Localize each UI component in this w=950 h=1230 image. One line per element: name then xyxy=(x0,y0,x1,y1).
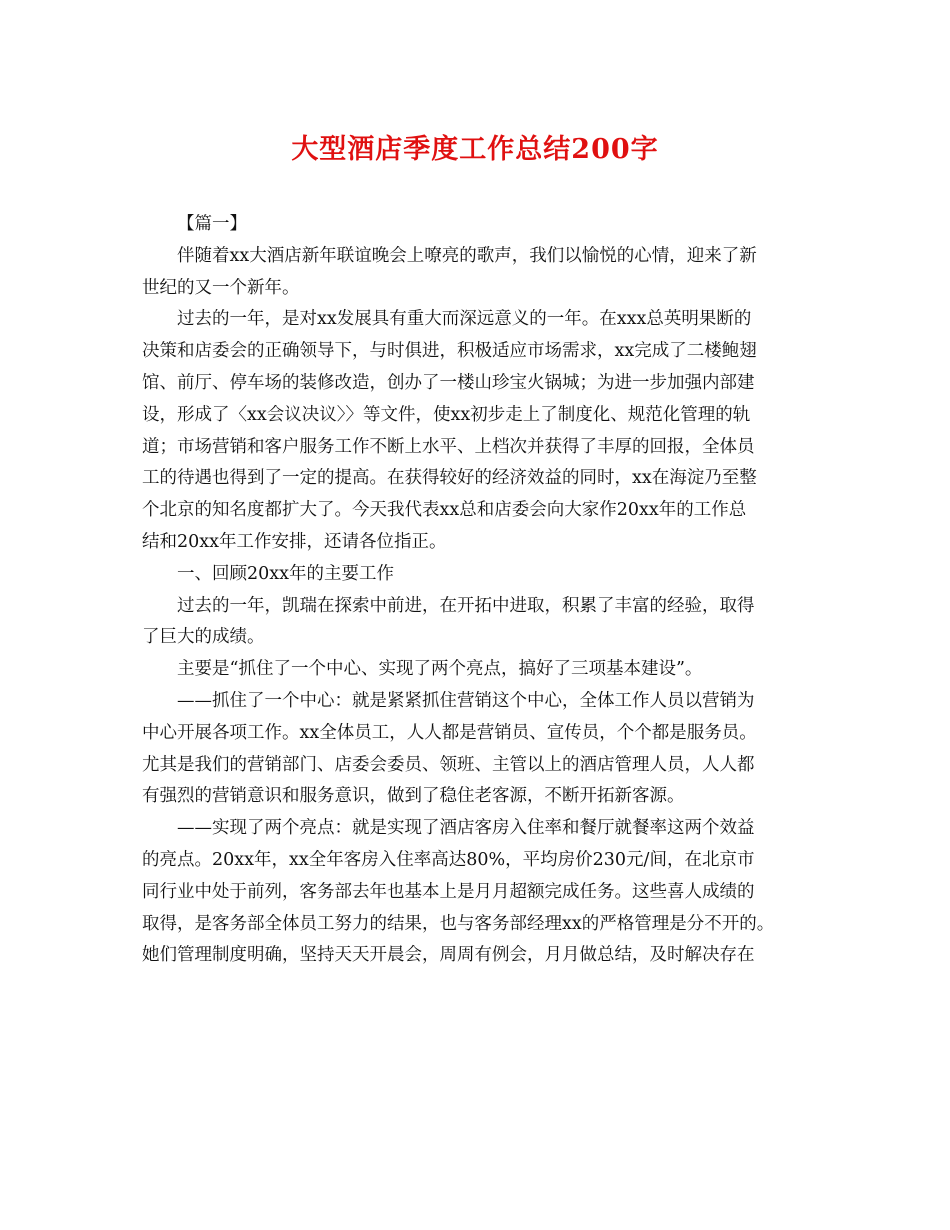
text-line: 设，形成了〈xx会议决议〉〉等文件，使xx初步走上了制度化、规范化管理的轨 xyxy=(142,404,751,425)
text-line: 中心开展各项工作。xx全体员工，人人都是营销员、宣传员，个个都是服务员。 xyxy=(142,722,757,743)
text-line: 尤其是我们的营销部门、店委会委员、领班、主管以上的酒店管理人员，人人都 xyxy=(142,754,755,775)
text-line: 伴随着xx大酒店新年联谊晚会上嘹亮的歌声，我们以愉悦的心情，迎来了新 xyxy=(177,245,757,266)
text-line: 过去的一年，是对xx发展具有重大而深远意义的一年。在xxx总英明果断的 xyxy=(177,309,752,330)
text-line: 个北京的知名度都扩大了。今天我代表xx总和店委会向大家作20xx年的工作总 xyxy=(142,500,747,521)
text-line: 馆、前厅、停车场的装修改造，创办了一楼山珍宝火锅城；为进一步加强内部建 xyxy=(142,372,755,393)
text-line: ——实现了两个亮点：就是实现了酒店客房入住率和餐厅就餐率这两个效益 xyxy=(177,818,755,839)
text-line: 决策和店委会的正确领导下，与时俱进，积极适应市场需求，xx完成了二楼鲍翅 xyxy=(142,341,757,362)
text-line: 【篇一】 xyxy=(177,214,247,234)
text-line: 一、回顾20xx年的主要工作 xyxy=(177,563,395,584)
text-line: 世纪的又一个新年。 xyxy=(142,277,300,298)
text-line: 结和20xx年工作安排，还请各位指正。 xyxy=(142,531,447,552)
text-line: 过去的一年，凯瑞在探索中前进，在开拓中进取，积累了丰富的经验，取得 xyxy=(177,595,755,616)
text-line: 有强烈的营销意识和服务意识，做到了稳住老客源，不断开拓新客源。 xyxy=(142,786,685,807)
text-line: ——抓住了一个中心：就是紧紧抓住营销这个中心，全体工作人员以营销为 xyxy=(177,690,755,711)
text-line: 主要是“抓住了一个中心、实现了两个亮点，搞好了三项基本建设”。 xyxy=(177,659,703,680)
text-line: 同行业中处于前列，客务部去年也基本上是月月超额完成任务。这些喜人成绩的 xyxy=(142,881,755,902)
document-title: 大型酒店季度工作总结200字 xyxy=(291,134,659,165)
text-line: 的亮点。20xx年，xx全年客房入住率高达80%，平均房价230元/间，在北京市 xyxy=(142,849,755,870)
text-line: 道；市场营销和客户服务工作不断上水平、上档次并获得了丰厚的回报，全体员 xyxy=(142,436,755,457)
text-line: 她们管理制度明确，坚持天天开晨会，周周有例会，月月做总结，及时解决存在 xyxy=(142,945,755,966)
text-line: 了巨大的成绩。 xyxy=(142,627,265,648)
text-line: 工的待遇也得到了一定的提高。在获得较好的经济效益的同时，xx在海淀乃至整 xyxy=(142,468,757,489)
text-line: 取得，是客务部全体员工努力的结果，也与客务部经理xx的严格管理是分不开的。 xyxy=(142,913,775,934)
document-body xyxy=(142,209,814,972)
